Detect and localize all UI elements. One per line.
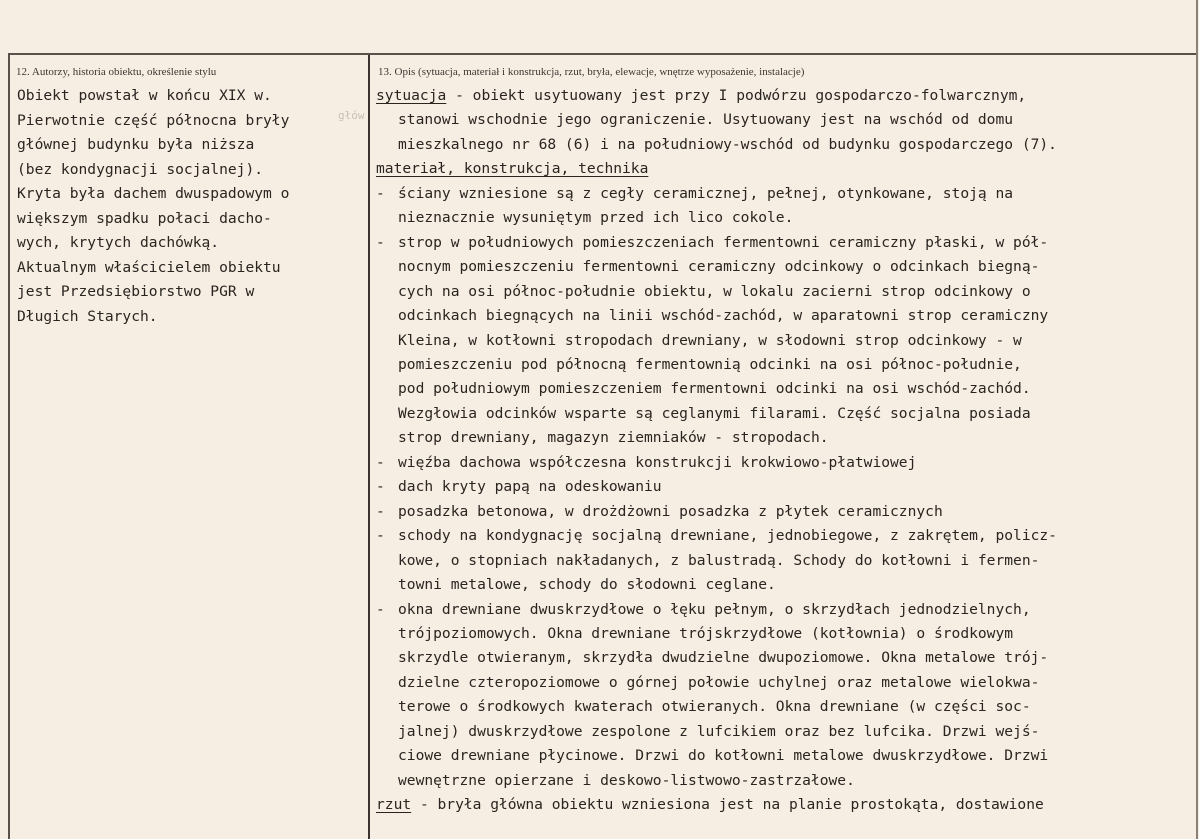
material-heading: materiał, konstrukcja, technika [376, 160, 649, 178]
text-line: (bez kondygnacji socjalnej). [17, 160, 264, 178]
text-line: Wezgłowia odcinków wsparte są ceglanymi filarami. Część socjalna posiada [398, 404, 1031, 422]
text-line: większym spadku połaci dacho- [17, 209, 272, 227]
bullet-dash: - [376, 184, 385, 202]
text-span: ściany wzniesione są z cegły ceramicznej, pełnej, otynkowane, stoją na [398, 184, 1014, 202]
bullet-line [376, 182, 1194, 206]
text-span: schody na kondygnację socjalną drewniane, jednobiegowe, z zakrętem, policz- [398, 527, 1057, 545]
text-line: pomieszczeniu pod północną fermentownią odcinki na osi północ-południe, [398, 355, 1022, 373]
bullet-line [376, 231, 1194, 255]
right-edge [1196, 0, 1198, 839]
text-line: ciowe drewniane płycinowe. Drzwi do kotłowni metalowe dwuskrzydłowe. Drzwi [398, 747, 1049, 765]
text-span: strop w południowych pomieszczeniach fermentowni ceramiczny płaski, w pół- [398, 233, 1049, 251]
section-12-text [17, 84, 367, 329]
text-line: towni metalowe, schody do słodowni ceglane. [398, 576, 776, 594]
text-line: Obiekt powstał w końcu XIX w. [17, 87, 272, 104]
bullet-line [376, 475, 1194, 499]
section-12-label: 12. Autorzy, historia obiektu, określenie stylu [16, 66, 217, 78]
text-line: stanowi wschodnie jego ograniczenie. Usytuowany jest na wschód od domu [398, 111, 1014, 129]
text-line: jalnej) dwuskrzydłowe zespolone z lufcikiem oraz bez lufcika. Drzwi wejś- [398, 722, 1040, 740]
section-13-label: 13. Opis (sytuacja, materiał i konstrukcja, rzut, bryła, elewacje, wnętrze wyposażenie, instalacje) [378, 66, 805, 78]
bullet-dash: - [376, 478, 385, 496]
text-line: Pierwotnie część północna bryły [17, 111, 290, 129]
text-span: posadzka betonowa, w drożdżowni posadzka z płytek ceramicznych [398, 502, 943, 520]
rzut-heading: rzut [376, 796, 412, 814]
sytuacja-line [376, 84, 1194, 108]
text-line: pod południowym pomieszczeniem fermentowni odcinki na osi wschód-zachód. [398, 380, 1031, 398]
text-line: wewnętrzne opierzane i deskowo-listwowo-zastrzałowe. [398, 771, 855, 789]
text-line: Kleina, w kotłowni stropodach drewniany, w słodowni strop odcinkowy - w [398, 331, 1022, 349]
text-span: dach kryty papą na odeskowaniu [398, 478, 662, 496]
bullet-line [376, 451, 1194, 475]
text-line: dzielne czteropoziomowe o górnej połowie uchylnej oraz metalowe wielokwa- [398, 673, 1040, 691]
text-line: kowe, o stopniach nakładanych, z balustradą. Schody do kotłowni i fermen- [398, 551, 1040, 569]
text-span: - bryła główna obiektu wzniesiona jest na planie prostokąta, dostawione [411, 796, 1044, 814]
top-divider [8, 53, 1198, 55]
sytuacja-heading: sytuacja [376, 87, 447, 104]
text-line: terowe o środkowych kwaterach otwieranych. Okna drewniane (w części soc- [398, 698, 1031, 716]
text-span: okna drewniane dwuskrzydłowe o łęku pełnym, o skrzydłach jednodzielnych, [398, 600, 1031, 618]
bullet-line [376, 500, 1194, 524]
text-line: wych, krytych dachówką. [17, 234, 220, 251]
bullet-dash: - [376, 453, 385, 471]
text-line: cych na osi północ-południe obiektu, w lokalu zacierni strop odcinkowy o [398, 282, 1031, 300]
bullet-dash: - [376, 527, 385, 545]
text-span: - obiekt usytuowany jest przy I podwórzu gospodarczo-folwarcznym, [446, 87, 1027, 104]
text-span: więźba dachowa współczesna konstrukcji krokwiowo-płatwiowej [398, 453, 917, 471]
text-line: jest Przedsiębiorstwo PGR w [17, 283, 255, 300]
column-divider [368, 55, 370, 839]
left-border [8, 53, 10, 839]
rzut-line [376, 793, 1194, 817]
text-line: trójpoziomowych. Okna drewniane trójskrzydłowe (kotłownia) o środkowym [398, 624, 1014, 642]
text-line: Kryta była dachem dwuspadowym o [17, 185, 290, 202]
material-heading-line [376, 157, 1194, 181]
text-line: nocnym pomieszczeniu fermentowni ceramiczny odcinkowy o odcinkach biegną- [398, 258, 1040, 276]
bullet-dash: - [376, 233, 385, 251]
faint-bleed-text: głów [338, 109, 365, 122]
text-line: skrzydle otwieranym, skrzydła dwudzielne dwupoziomowe. Okna metalowe trój- [398, 649, 1049, 667]
bullet-line [376, 524, 1194, 548]
text-line: odcinkach biegnących na linii wschód-zachód, w aparatowni strop ceramiczny [398, 307, 1049, 325]
text-line: mieszkalnego nr 68 (6) i na południowy-wschód od budynku gospodarczego (7). [398, 135, 1057, 153]
bullet-dash: - [376, 502, 385, 520]
text-line: nieznacznie wysuniętym przed ich lico cokole. [398, 209, 794, 227]
text-line: Długich Starych. [17, 307, 158, 325]
bullet-dash: - [376, 600, 385, 618]
text-line: strop drewniany, magazyn ziemniaków - stropodach. [398, 429, 829, 447]
text-line: głównej budynku była niższa [17, 136, 255, 153]
bullet-line [376, 598, 1194, 622]
text-line: Aktualnym właścicielem obiektu [17, 258, 281, 276]
section-13-text [376, 84, 1194, 818]
